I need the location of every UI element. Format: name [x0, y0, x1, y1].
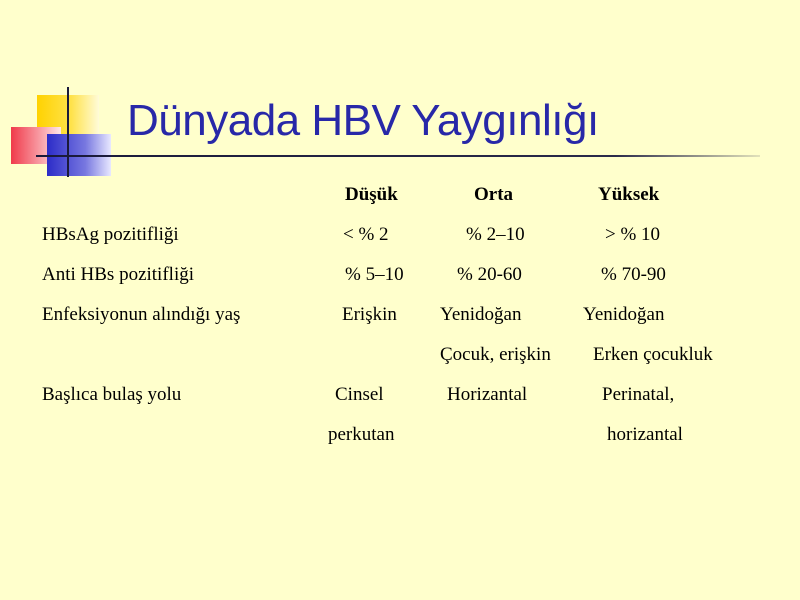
cell-anti-hbs-low: % 5–10: [345, 264, 404, 285]
column-header-mid: Orta: [474, 184, 514, 205]
logo-vertical-line: [67, 87, 69, 177]
cell-anti-hbs-high: % 70-90: [601, 264, 666, 285]
cell-hbsag-mid: % 2–10: [466, 224, 525, 245]
cell-hbsag-low: < % 2: [343, 224, 389, 245]
cell-transmission-low-cont: perkutan: [328, 424, 395, 445]
title-underline: [36, 155, 760, 157]
row-label-hbsag: HBsAg pozitifliği: [42, 224, 179, 245]
cell-infection-age-low: Erişkin: [342, 304, 397, 325]
cell-anti-hbs-mid: % 20-60: [457, 264, 522, 285]
cell-hbsag-high: > % 10: [605, 224, 661, 245]
cell-transmission-high-cont: horizantal: [607, 424, 683, 445]
cell-infection-age-high: Yenidoğan: [583, 304, 665, 325]
column-header-high: Yüksek: [598, 184, 660, 205]
row-label-anti-hbs: Anti HBs pozitifliği: [42, 264, 194, 285]
cell-infection-age-high-cont: Erken çocukluk: [593, 344, 713, 365]
row-label-transmission: Başlıca bulaş yolu: [42, 384, 182, 405]
cell-transmission-high: Perinatal,: [602, 384, 675, 405]
slide-title: Dünyada HBV Yaygınlığı: [127, 96, 599, 145]
cell-infection-age-mid-cont: Çocuk, erişkin: [440, 344, 551, 365]
cell-infection-age-mid: Yenidoğan: [440, 304, 522, 325]
cell-transmission-mid: Horizantal: [447, 384, 528, 405]
column-header-low: Düşük: [345, 184, 398, 205]
row-label-infection-age: Enfeksiyonun alındığı yaş: [42, 304, 241, 325]
cell-transmission-low: Cinsel: [335, 384, 384, 405]
